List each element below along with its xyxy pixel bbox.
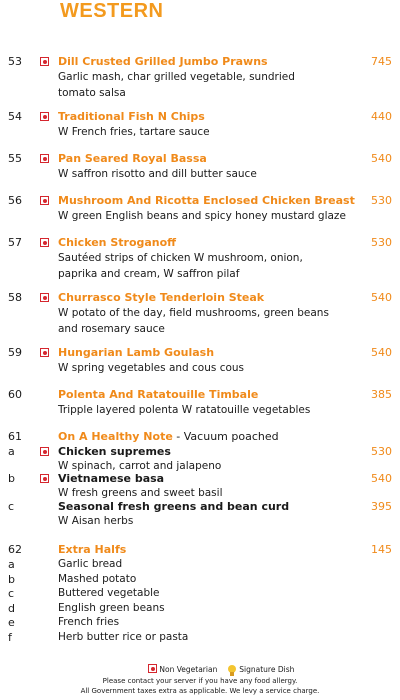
non-veg-icon [40, 474, 49, 483]
non-veg-icon [40, 447, 49, 456]
item-description: paprika and cream, W saffron pilaf [58, 268, 240, 280]
legend-non-veg-label: Non Vegetarian [159, 665, 218, 674]
sub-item-letter: c [8, 587, 15, 600]
item-description: Garlic mash, char grilled vegetable, sundried [58, 71, 295, 83]
item-name: Churrasco Style Tenderloin Steak [58, 291, 265, 304]
sub-item-description: W spinach, carrot and jalapeno [58, 460, 222, 472]
item-number: 58 [8, 291, 22, 304]
non-veg-icon [40, 57, 49, 66]
item-description: W saffron risotto and dill butter sauce [58, 168, 257, 180]
item-number: 57 [8, 236, 22, 249]
item-number: 55 [8, 152, 22, 165]
healthy-title-text: On A Healthy Note [58, 430, 173, 443]
item-price: 540 [371, 346, 392, 359]
non-veg-icon [40, 154, 49, 163]
sub-item-name: Buttered vegetable [58, 587, 160, 599]
non-veg-icon [148, 664, 157, 673]
sub-item-name: Chicken supremes [58, 445, 171, 458]
sub-item-description: W fresh greens and sweet basil [58, 487, 223, 499]
halfs-price: 145 [371, 543, 392, 556]
item-name: Polenta And Ratatouille Timbale [58, 388, 259, 401]
item-name: Chicken Stroganoff [58, 236, 177, 249]
item-number: 60 [8, 388, 22, 401]
sub-item-name: Garlic bread [58, 558, 123, 570]
item-number: 61 [8, 430, 22, 443]
sub-item-letter: f [8, 630, 12, 644]
sub-item-letter: b [8, 572, 15, 586]
item-description: Sautéed strips of chicken W mushroom, onion, [58, 252, 303, 264]
legend-signature-label: Signature Dish [239, 665, 295, 674]
sub-item-name: English green beans [58, 601, 165, 614]
item-number: 59 [8, 346, 22, 359]
item-price: 440 [371, 110, 392, 123]
item-price: 540 [371, 291, 392, 304]
sub-item-name: Herb butter rice or pasta [58, 630, 189, 643]
sub-item-letter: a [8, 558, 15, 571]
item-name: Pan Seared Royal Bassa [58, 152, 207, 165]
item-description: W spring vegetables and cous cous [58, 362, 245, 374]
sub-item-letter: b [8, 472, 15, 485]
item-description: Tripple layered polenta W ratatouille vegetables [58, 404, 311, 416]
non-veg-icon [40, 196, 49, 205]
item-name: Mushroom And Ricotta Enclosed Chicken Breast [58, 194, 355, 207]
item-description: W potato of the day, field mushrooms, green beans [58, 307, 329, 319]
sub-item-description: W Aisan herbs [58, 515, 134, 527]
non-veg-icon [40, 293, 49, 302]
item-name: Dill Crusted Grilled Jumbo Prawns [58, 55, 268, 68]
sub-item-name: Mashed potato [58, 572, 137, 585]
sub-item-letter: a [8, 445, 15, 458]
item-description: W French fries, tartare sauce [58, 126, 210, 138]
healthy-title [58, 430, 279, 443]
item-name: Traditional Fish N Chips [58, 110, 205, 123]
signature-dish-icon [227, 664, 237, 676]
non-veg-icon [40, 112, 49, 121]
sub-item-letter: c [8, 500, 15, 513]
sub-item-name: Seasonal fresh greens and bean curd [58, 500, 290, 513]
legend [148, 663, 294, 676]
item-number: 54 [8, 110, 22, 123]
non-veg-icon [40, 348, 49, 357]
item-name: Hungarian Lamb Goulash [58, 346, 215, 359]
item-description: W green English beans and spicy honey mustard glaze [58, 210, 346, 222]
tax-note: All Government taxes extra as applicable. We levy a service charge. [80, 687, 320, 695]
item-number: 56 [8, 194, 22, 207]
healthy-subtitle: - Vacuum poached [172, 430, 279, 443]
section-title: WESTERN [60, 0, 164, 22]
item-price: 745 [371, 55, 392, 68]
allergy-note: Please contact your server if you have any food allergy. [102, 677, 298, 685]
sub-item-letter: e [8, 616, 15, 629]
item-number: 53 [8, 55, 22, 68]
sub-item-name: Vietnamese basa [58, 472, 165, 485]
item-description: and rosemary sauce [58, 323, 165, 335]
item-number: 62 [8, 543, 22, 556]
sub-item-price: 395 [371, 500, 392, 513]
sub-item-price: 540 [371, 472, 392, 485]
item-price: 530 [371, 236, 392, 249]
non-veg-icon [40, 238, 49, 247]
item-description: tomato salsa [58, 87, 126, 99]
sub-item-price: 530 [371, 445, 392, 458]
sub-item-name: French fries [58, 616, 120, 628]
item-price: 385 [371, 388, 392, 401]
sub-item-letter: d [8, 601, 15, 615]
item-price: 540 [371, 152, 392, 165]
item-price: 530 [371, 194, 392, 207]
halfs-title: Extra Halfs [58, 543, 127, 556]
